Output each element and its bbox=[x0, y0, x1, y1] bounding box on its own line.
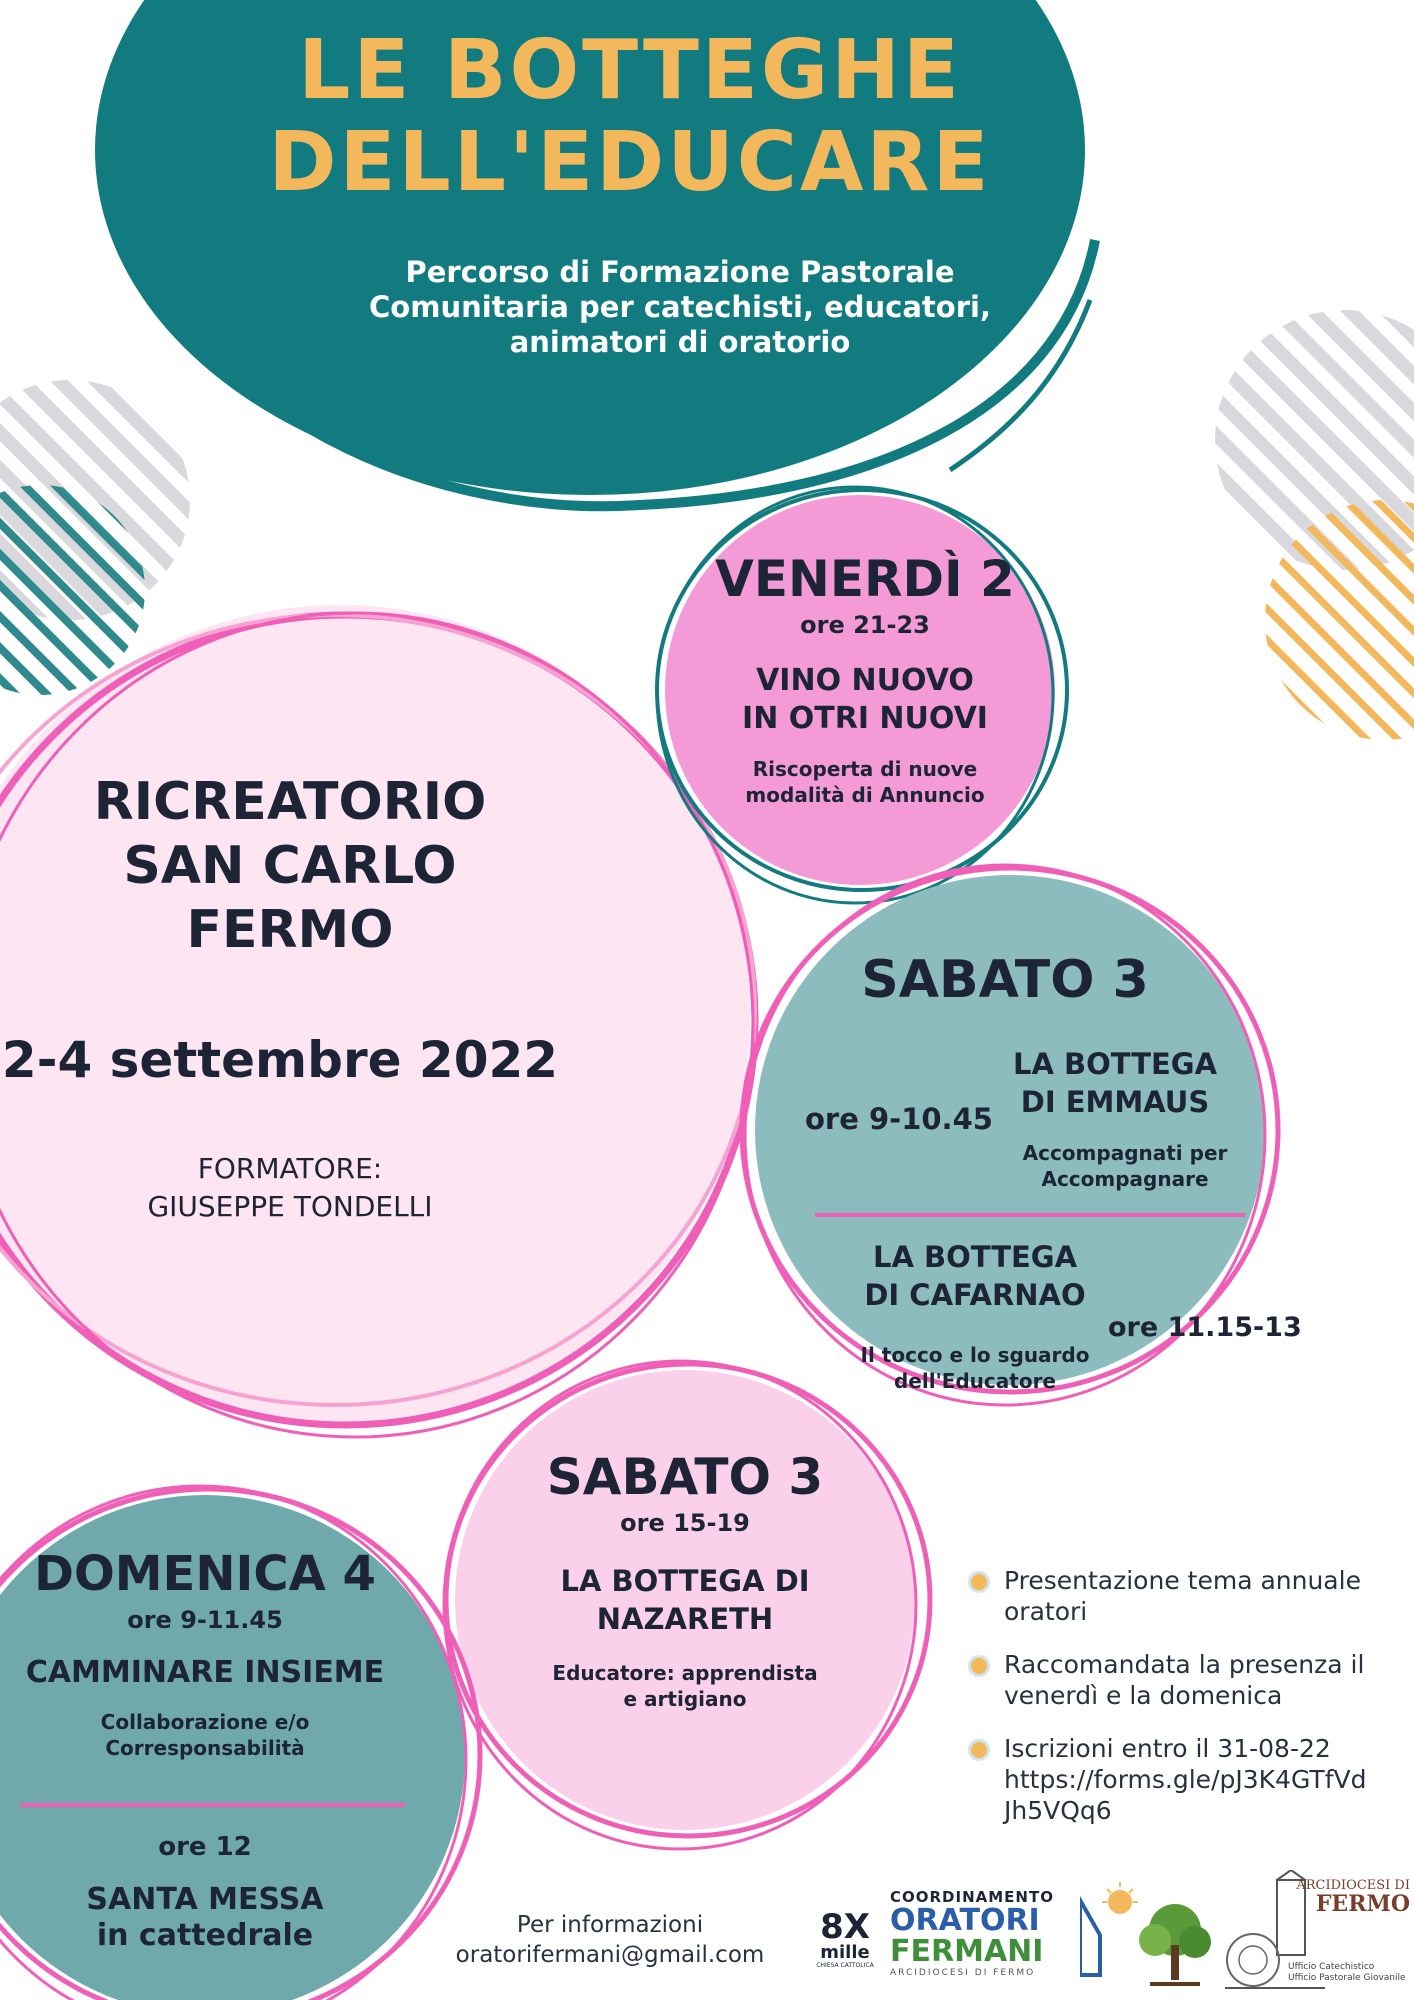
saturday-afternoon-day: SABATO 3 bbox=[546, 1448, 824, 1506]
sunday-desc-line-2: Corresponsabilità bbox=[105, 1736, 305, 1760]
venue-line-2: SAN CARLO bbox=[123, 836, 457, 896]
emmaus-desc-line-1: Accompagnati per bbox=[1022, 1141, 1228, 1165]
emmaus-desc-line-2: Accompagnare bbox=[1041, 1167, 1209, 1191]
sunday-desc-line-1: Collaborazione e/o bbox=[100, 1710, 310, 1734]
tree-sun-icon bbox=[1080, 1880, 1230, 1990]
logo-chiesa-cattolica: CHIESA CATTOLICA bbox=[816, 1962, 874, 1969]
emmaus-description bbox=[1005, 1140, 1245, 1192]
coord-line-4: ARCIDIOCESI DI FERMO bbox=[890, 1968, 1036, 1978]
office-labels bbox=[1288, 1962, 1414, 1984]
bullet-icon bbox=[968, 1655, 990, 1677]
mass-line-1: SANTA MESSA bbox=[86, 1882, 324, 1917]
bullet-icon bbox=[968, 1739, 990, 1761]
title-line-2: DELL'EDUCARE bbox=[268, 115, 992, 210]
trainer bbox=[60, 1150, 520, 1226]
trainer-name: GIUSEPPE TONDELLI bbox=[147, 1190, 433, 1223]
note-1-line-2: oratori bbox=[1004, 1597, 1088, 1626]
note-item bbox=[968, 1565, 1388, 1627]
note-item bbox=[968, 1649, 1388, 1711]
nazareth-title bbox=[510, 1562, 860, 1638]
otto-per-mille-logo bbox=[815, 1907, 875, 1970]
coord-line-2: ORATORI bbox=[890, 1903, 1040, 1938]
sunday-description bbox=[15, 1709, 395, 1761]
saturday-morning-day: SABATO 3 bbox=[861, 950, 1149, 1010]
coord-line-3: FERMANI bbox=[890, 1934, 1044, 1969]
bullet-icon bbox=[968, 1571, 990, 1593]
sunday-day: DOMENICA 4 bbox=[34, 1546, 376, 1602]
note-3-line-1: Iscrizioni entro il 31-08-22 bbox=[1004, 1734, 1331, 1763]
sunday-time: ore 9-11.45 bbox=[127, 1606, 283, 1634]
registration-link-continued[interactable]: Jh5VQq6 bbox=[1004, 1796, 1112, 1825]
cafarnao-title-line-1: LA BOTTEGA bbox=[872, 1240, 1078, 1274]
emmaus-title-line-2: DI EMMAUS bbox=[1020, 1085, 1210, 1119]
friday-title-line-2: IN OTRI NUOVI bbox=[742, 701, 988, 736]
info-label: Per informazioni bbox=[516, 1912, 704, 1938]
trainer-label: FORMATORE: bbox=[197, 1152, 383, 1185]
office-line-1: Ufficio Catechistico bbox=[1288, 1962, 1375, 1972]
nazareth-title-line-1: LA BOTTEGA DI bbox=[560, 1564, 810, 1598]
venue-line-3: FERMO bbox=[186, 900, 394, 960]
registration-link[interactable]: https://forms.gle/pJ3K4GTfVd bbox=[1004, 1765, 1367, 1794]
diocese-line-1: ARCIDIOCESI DI bbox=[1296, 1878, 1410, 1893]
friday-session bbox=[690, 550, 1040, 808]
cafarnao-title-line-2: DI CAFARNAO bbox=[864, 1278, 1086, 1312]
saturday-afternoon-session bbox=[510, 1448, 860, 1712]
subtitle-line-1: Percorso di Formazione Pastorale bbox=[405, 255, 955, 289]
mass-time: ore 12 bbox=[158, 1832, 252, 1862]
diocese-logo bbox=[1270, 1878, 1410, 1915]
sunday-title: CAMMINARE INSIEME bbox=[25, 1655, 385, 1690]
friday-desc-line-1: Riscoperta di nuove bbox=[752, 757, 978, 781]
contact-info bbox=[450, 1910, 770, 1970]
logo-mille: mille bbox=[820, 1942, 870, 1963]
office-line-2: Ufficio Pastorale Giovanile bbox=[1288, 1973, 1406, 1983]
poster-title bbox=[250, 25, 1010, 209]
venue-name bbox=[40, 770, 540, 962]
nazareth-desc-line-1: Educatore: apprendista bbox=[552, 1661, 818, 1685]
emmaus-time: ore 9-10.45 bbox=[805, 1102, 993, 1136]
title-line-1: LE BOTTEGHE bbox=[298, 23, 962, 118]
contact-email[interactable]: oratorifermani@gmail.com bbox=[455, 1942, 765, 1968]
emmaus-title bbox=[990, 1045, 1240, 1121]
coord-line-1: COORDINAMENTO bbox=[890, 1888, 1054, 1906]
poster-subtitle bbox=[300, 255, 1060, 360]
subtitle-line-2: Comunitaria per catechisti, educatori, bbox=[369, 290, 991, 324]
cafarnao-time: ore 11.15-13 bbox=[1108, 1312, 1302, 1343]
subtitle-line-3: animatori di oratorio bbox=[509, 325, 851, 359]
sunday-mass bbox=[15, 1830, 395, 1954]
note-1-line-1: Presentazione tema annuale bbox=[1004, 1566, 1361, 1595]
friday-title-line-1: VINO NUOVO bbox=[756, 663, 974, 698]
cafarnao-desc-line-1: Il tocco e lo sguardo bbox=[860, 1343, 1090, 1367]
friday-description bbox=[690, 756, 1040, 808]
diocese-line-2: FERMO bbox=[1315, 1891, 1410, 1917]
nazareth-description bbox=[510, 1660, 860, 1712]
note-2-line-1: Raccomandata la presenza il bbox=[1004, 1650, 1365, 1679]
notes-list bbox=[968, 1565, 1388, 1826]
saturday-afternoon-time: ore 15-19 bbox=[620, 1509, 750, 1537]
venue-line-1: RICREATORIO bbox=[93, 772, 487, 832]
friday-time: ore 21-23 bbox=[800, 611, 930, 639]
cafarnao-description bbox=[850, 1342, 1100, 1394]
cafarnao-title bbox=[850, 1238, 1100, 1314]
note-item bbox=[968, 1733, 1388, 1826]
friday-title bbox=[690, 662, 1040, 738]
sunday-session bbox=[15, 1545, 395, 1761]
logo-8x: 8X bbox=[820, 1907, 870, 1947]
cafarnao-desc-line-2: dell'Educatore bbox=[893, 1369, 1056, 1393]
friday-desc-line-2: modalità di Annuncio bbox=[745, 783, 985, 807]
note-2-line-2: venerdì e la domenica bbox=[1004, 1681, 1283, 1710]
event-dates: 2-4 settembre 2022 bbox=[1, 1031, 559, 1089]
mass-line-2: in cattedrale bbox=[96, 1918, 314, 1953]
nazareth-title-line-2: NAZARETH bbox=[596, 1602, 774, 1636]
friday-day: VENERDÌ 2 bbox=[715, 550, 1015, 608]
nazareth-desc-line-2: e artigiano bbox=[623, 1687, 747, 1711]
emmaus-title-line-1: LA BOTTEGA bbox=[1012, 1047, 1218, 1081]
